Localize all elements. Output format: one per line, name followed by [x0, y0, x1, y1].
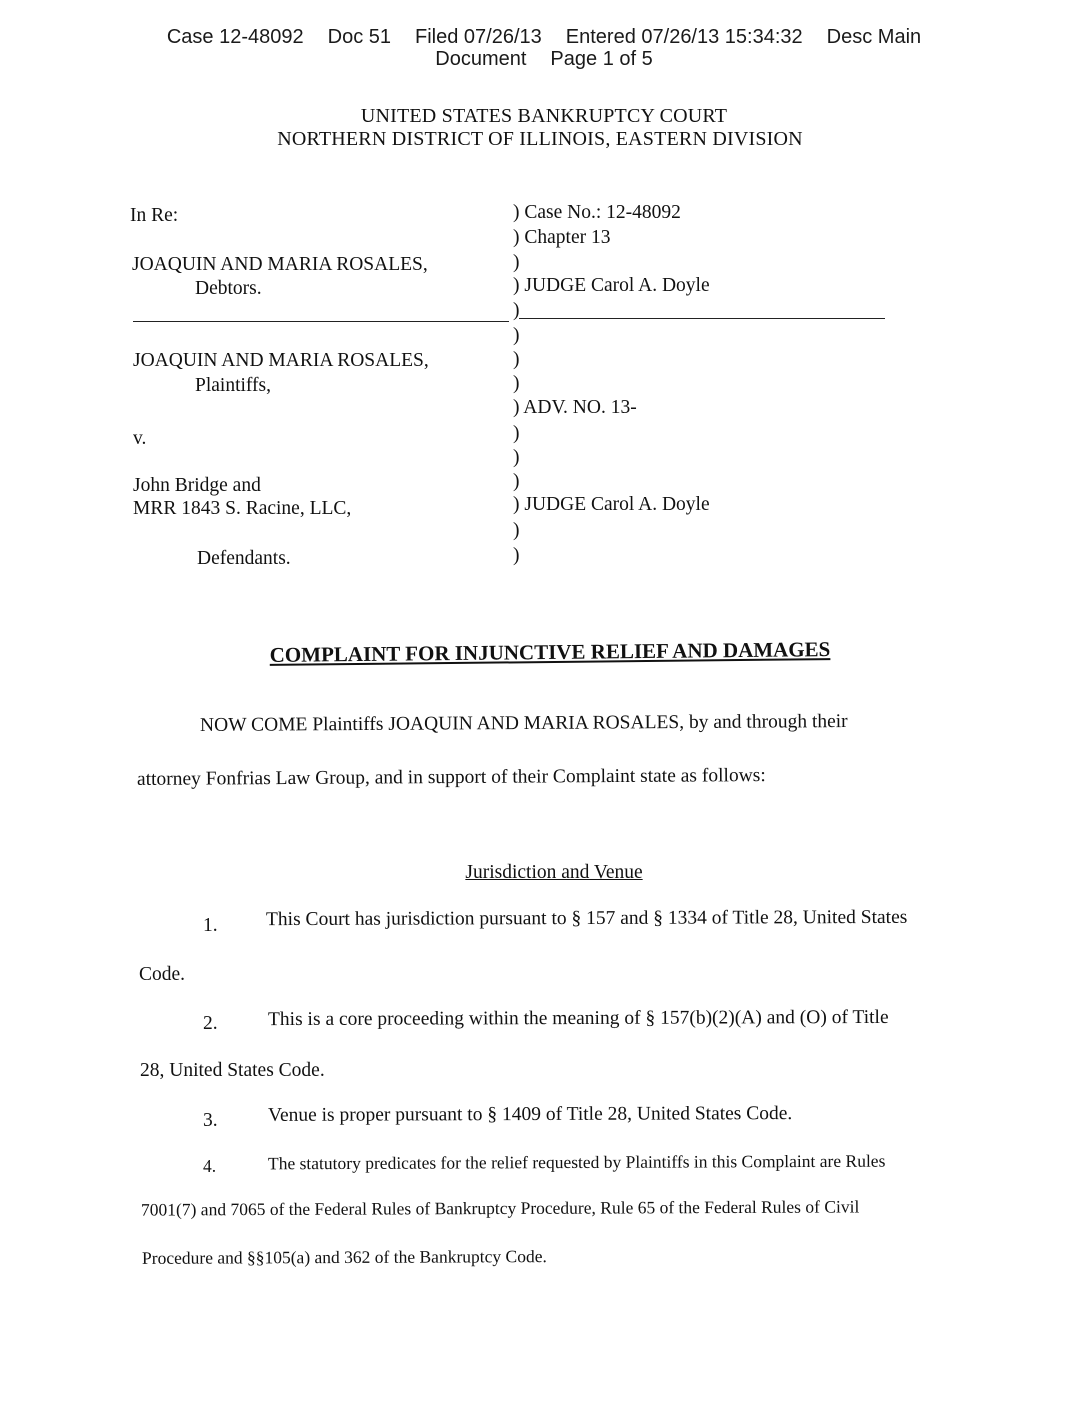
paragraph-4-number: 4. [203, 1156, 217, 1176]
plaintiffs-name: JOAQUIN AND MARIA ROSALES, [133, 350, 429, 371]
paragraph-2-number: 2. [203, 1013, 218, 1034]
caption-paren: ) [513, 447, 520, 468]
caption-paren: ) [513, 545, 520, 566]
section-heading: Jurisdiction and Venue [465, 862, 643, 883]
paragraph-4-line-2: 7001(7) and 7065 of the Federal Rules of Bankruptcy Procedure, Rule 65 of the Federal Rules of Civil [140, 1196, 860, 1220]
versus-label: v. [133, 428, 147, 449]
doc-number: Doc 51 [327, 26, 392, 48]
case-number: Case 12-48092 [166, 26, 304, 48]
caption-divider-right [519, 318, 885, 319]
debtors-name: JOAQUIN AND MARIA ROSALES, [132, 254, 428, 275]
page-indicator: Page 1 of 5 [550, 48, 653, 70]
defendant-line-1: John Bridge and [133, 475, 261, 496]
caption-paren: ) [513, 349, 520, 370]
document-label: Document [435, 48, 527, 70]
plaintiffs-label: Plaintiffs, [195, 375, 272, 396]
caption-paren: ) [513, 252, 520, 273]
caption-paren: ) [513, 520, 520, 541]
paragraph-1-line-2: Code. [139, 964, 186, 985]
document-title: COMPLAINT FOR INJUNCTIVE RELIEF AND DAMAGES [269, 637, 831, 667]
chapter-field: ) Chapter 13 [513, 227, 611, 248]
filed-date: Filed 07/26/13 [415, 26, 542, 48]
case-no-field: ) Case No.: 12-48092 [513, 202, 681, 223]
filing-header-line-2 [0, 48, 1088, 71]
court-district: NORTHERN DISTRICT OF ILLINOIS, EASTERN DIVISION [277, 128, 803, 150]
entered-date: Entered 07/26/13 15:34:32 [565, 26, 803, 48]
in-re-label: In Re: [130, 205, 179, 226]
judge-field-2: ) JUDGE Carol A. Doyle [513, 494, 710, 515]
debtors-label: Debtors. [195, 278, 262, 299]
intro-line-1: NOW COME Plaintiffs JOAQUIN AND MARIA ROSALES, by and through their [199, 711, 848, 736]
filing-header-line-1 [0, 26, 1088, 49]
caption-paren: ) [513, 471, 520, 492]
caption-paren: ) [513, 325, 520, 346]
paragraph-4-line-3: Procedure and §§105(a) and 362 of the Bankruptcy Code. [141, 1246, 547, 1268]
paragraph-1-line-1: This Court has jurisdiction pursuant to § 157 and § 1334 of Title 28, United States [265, 906, 908, 931]
court-name: UNITED STATES BANKRUPTCY COURT [360, 105, 728, 127]
judge-field-1: ) JUDGE Carol A. Doyle [513, 275, 710, 296]
paragraph-2-line-1: This is a core proceeding within the meaning of § 157(b)(2)(A) and (O) of Title [267, 1006, 889, 1031]
caption-paren: ) [513, 423, 520, 444]
paragraph-3-line-1: Venue is proper pursuant to § 1409 of Title 28, United States Code. [267, 1103, 793, 1126]
paragraph-4-line-1: The statutory predicates for the relief requested by Plaintiffs in this Complaint are Rules [267, 1150, 886, 1174]
paragraph-1-number: 1. [203, 915, 218, 936]
paragraph-3-number: 3. [203, 1110, 218, 1131]
doc-description: Desc Main [826, 26, 922, 48]
caption-paren: ) [513, 373, 520, 394]
caption-divider-left [133, 321, 509, 322]
caption-paren: ) [513, 300, 520, 321]
defendant-line-2: MRR 1843 S. Racine, LLC, [133, 498, 352, 519]
intro-line-2: attorney Fonfrias Law Group, and in support of their Complaint state as follows: [136, 765, 766, 790]
defendants-label: Defendants. [197, 548, 291, 569]
adv-no-field: ) ADV. NO. 13- [513, 397, 637, 418]
paragraph-2-line-2: 28, United States Code. [140, 1060, 325, 1081]
